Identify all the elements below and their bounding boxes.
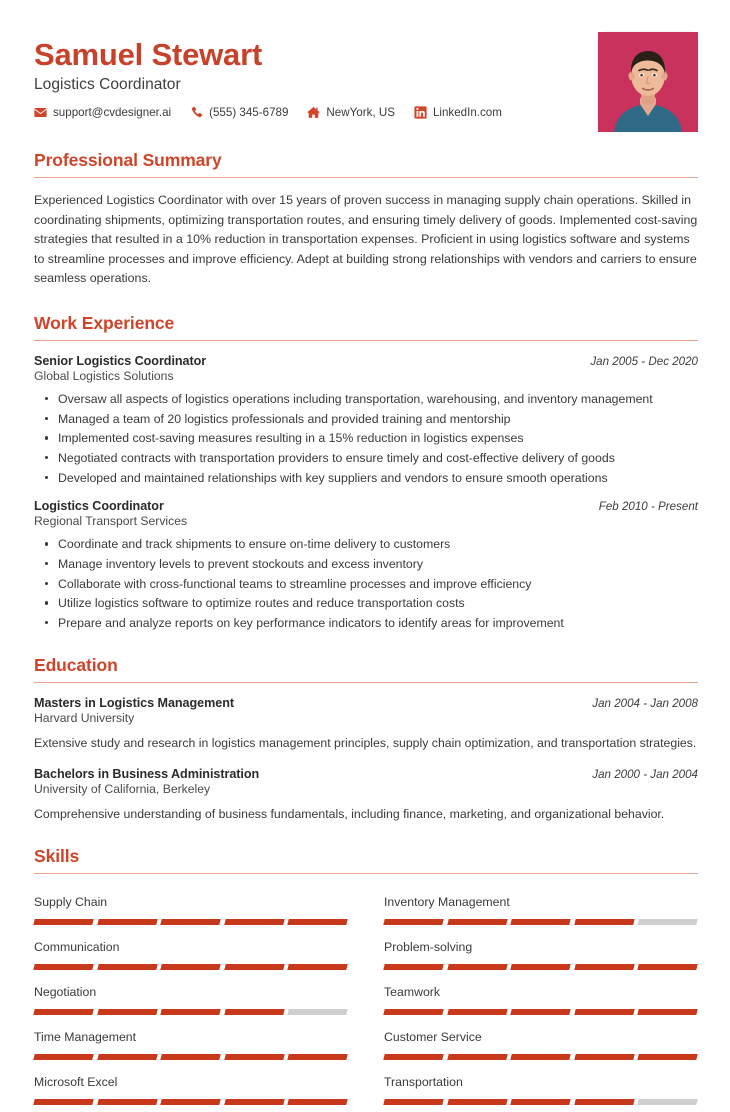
skill-segment [160, 964, 220, 970]
skill-segment [383, 1099, 443, 1105]
contact-linkedin-text: LinkedIn.com [432, 105, 502, 119]
skill-item [34, 932, 347, 977]
skill-segment [224, 1099, 284, 1105]
contact-location[interactable] [307, 106, 395, 119]
skill-label: Teamwork [384, 984, 441, 999]
contact-phone[interactable] [190, 106, 288, 119]
skill-segment [510, 964, 570, 970]
summary-text: Experienced Logistics Coordinator with over 15 years of proven success in managing supply chain operations. Skilled in coordinating shipments, optimizing transportation routes, and ensuring timely delivery of goods. Implemented cost-saving strategies that resulted in a 10% reduction in transportation expenses. Proficient in using logistics software and systems to streamline processes and improve efficiency. Adept at building strong relationships with vendors and carriers to ensure seamless operations. [34, 193, 698, 286]
list-item: Coordinate and track shipments to ensure on-time delivery to customers [34, 535, 698, 554]
experience-role: Senior Logistics Coordinator [34, 353, 207, 368]
skill-segment [97, 1054, 157, 1060]
profile-photo [598, 32, 698, 132]
contact-row [34, 106, 598, 119]
phone-icon [190, 106, 203, 119]
entry-header [34, 354, 698, 368]
home-icon [307, 106, 320, 119]
skill-item [34, 887, 347, 932]
experience-entry [34, 354, 698, 487]
entry-header [34, 767, 698, 781]
skill-item [384, 887, 697, 932]
list-item: Implemented cost-saving measures resulting in a 15% reduction in logistics expenses [34, 429, 698, 448]
skill-level-bar [384, 1054, 697, 1060]
skill-segment [447, 964, 507, 970]
experience-bullet-list [34, 390, 698, 487]
skill-segment [383, 919, 443, 925]
skill-segment [224, 964, 284, 970]
skill-segment [288, 1099, 348, 1105]
section-divider [34, 177, 698, 178]
experience-role: Logistics Coordinator [34, 499, 164, 514]
education-date: Jan 2004 - Jan 2008 [592, 696, 698, 710]
skill-label: Customer Service [384, 1029, 482, 1044]
skill-segment [383, 1054, 443, 1060]
skill-label: Inventory Management [384, 894, 510, 909]
skill-level-bar [34, 1009, 347, 1015]
contact-phone-text: (555) 345-6789 [209, 105, 289, 119]
contact-linkedin[interactable] [414, 106, 502, 119]
entry-header [34, 499, 698, 513]
education-date: Jan 2000 - Jan 2004 [592, 767, 698, 781]
section-education [34, 655, 698, 824]
skill-segment [447, 1054, 507, 1060]
skill-segment [97, 1099, 157, 1105]
skill-segment [224, 1054, 284, 1060]
candidate-name: Samuel Stewart [34, 37, 263, 72]
skill-segment [638, 1054, 698, 1060]
skill-segment [33, 1009, 93, 1015]
header-text-block [34, 30, 598, 119]
list-item: Manage inventory levels to prevent stockouts and excess inventory [34, 555, 698, 574]
resume-header [34, 30, 698, 132]
skill-segment [33, 964, 93, 970]
skill-segment [447, 919, 507, 925]
skill-segment [510, 1054, 570, 1060]
skill-segment [33, 1054, 93, 1060]
experience-date: Feb 2010 - Present [598, 500, 698, 514]
skill-segment [97, 919, 157, 925]
list-item: Collaborate with cross-functional teams to streamline processes and improve efficiency [34, 575, 698, 594]
section-title-education: Education [34, 654, 118, 675]
experience-date: Jan 2005 - Dec 2020 [590, 354, 698, 368]
list-item: Developed and maintained relationships with key suppliers and vendors to ensure smooth operations [34, 469, 698, 488]
contact-email[interactable] [34, 106, 171, 119]
skill-segment [383, 1009, 443, 1015]
section-skills [34, 846, 698, 1112]
skill-level-bar [384, 1009, 697, 1015]
skill-label: Problem-solving [384, 939, 473, 954]
skill-item [384, 932, 697, 977]
skill-label: Transportation [384, 1074, 463, 1089]
section-professional-summary [34, 150, 698, 289]
skill-segment [574, 1009, 634, 1015]
skill-segment [288, 919, 348, 925]
skill-segment [447, 1099, 507, 1105]
list-item: Managed a team of 20 logistics professionals and provided training and mentorship [34, 410, 698, 429]
skill-label: Negotiation [34, 984, 97, 999]
skill-segment [638, 964, 698, 970]
education-entry [34, 767, 698, 824]
list-item: Prepare and analyze reports on key performance indicators to identify areas for improvement [34, 614, 698, 633]
skill-label: Time Management [34, 1029, 137, 1044]
education-degree: Masters in Logistics Management [34, 695, 234, 710]
skill-level-bar [384, 1099, 697, 1105]
skill-item [384, 977, 697, 1022]
skill-segment [160, 919, 220, 925]
section-title-experience: Work Experience [34, 312, 175, 333]
skill-segment [288, 964, 348, 970]
skill-level-bar [34, 1054, 347, 1060]
skill-segment [33, 1099, 93, 1105]
skill-label: Communication [34, 939, 120, 954]
skill-segment [288, 1054, 348, 1060]
contact-location-text: NewYork, US [326, 105, 395, 119]
skill-segment [510, 1099, 570, 1105]
skill-level-bar [34, 964, 347, 970]
skill-level-bar [384, 919, 697, 925]
skill-segment [288, 1009, 348, 1015]
skill-item [34, 977, 347, 1022]
contact-email-text: support@cvdesigner.ai [53, 105, 172, 119]
skill-segment [97, 1009, 157, 1015]
skill-item [34, 1067, 347, 1112]
skill-segment [383, 964, 443, 970]
section-title-summary: Professional Summary [34, 150, 222, 170]
skill-segment [574, 1099, 634, 1105]
section-work-experience [34, 313, 698, 633]
skill-level-bar [34, 919, 347, 925]
skill-segment [224, 1009, 284, 1015]
section-divider [34, 682, 698, 683]
skill-segment [160, 1099, 220, 1105]
skill-segment [574, 919, 634, 925]
education-description: Extensive study and research in logistics management principles, supply chain optimization, and transportation strategies. [34, 735, 697, 750]
skill-segment [638, 1009, 698, 1015]
skill-label: Microsoft Excel [34, 1074, 118, 1089]
skill-segment [447, 1009, 507, 1015]
list-item: Utilize logistics software to optimize routes and reduce transportation costs [34, 594, 698, 613]
skill-item [384, 1022, 697, 1067]
skill-segment [160, 1009, 220, 1015]
skill-segment [224, 919, 284, 925]
experience-bullet-list [34, 535, 698, 632]
envelope-icon [34, 106, 47, 119]
skill-segment [510, 1009, 570, 1015]
education-description: Comprehensive understanding of business fundamentals, including finance, marketing, and organizational behavior. [34, 806, 665, 821]
section-title-skills: Skills [34, 845, 80, 866]
section-divider [34, 340, 698, 341]
list-item: Oversaw all aspects of logistics operations including transportation, warehousing, and inventory management [34, 390, 698, 409]
experience-entry [34, 499, 698, 632]
skill-segment [97, 964, 157, 970]
entry-header [34, 696, 698, 710]
skill-segment [510, 919, 570, 925]
education-entry [34, 696, 698, 753]
skill-segment [574, 964, 634, 970]
education-degree: Bachelors in Business Administration [34, 766, 260, 781]
skill-level-bar [34, 1099, 347, 1105]
skill-segment [574, 1054, 634, 1060]
education-institution: Harvard University [34, 710, 135, 725]
skill-level-bar [384, 964, 697, 970]
experience-organization: Global Logistics Solutions [34, 368, 174, 383]
skill-segment [638, 919, 698, 925]
section-divider [34, 873, 698, 874]
avatar [598, 32, 698, 132]
experience-organization: Regional Transport Services [34, 514, 188, 529]
skill-segment [160, 1054, 220, 1060]
skill-item [34, 1022, 347, 1067]
linkedin-icon [414, 106, 427, 119]
list-item: Negotiated contracts with transportation providers to ensure timely and cost-effective delivery of goods [34, 449, 698, 468]
skills-grid [34, 887, 698, 1112]
skill-item [384, 1067, 697, 1112]
skill-segment [638, 1099, 698, 1105]
candidate-job-title: Logistics Coordinator [34, 75, 181, 93]
skill-segment [33, 919, 93, 925]
education-institution: University of California, Berkeley [34, 781, 211, 796]
skill-label: Supply Chain [34, 894, 108, 909]
